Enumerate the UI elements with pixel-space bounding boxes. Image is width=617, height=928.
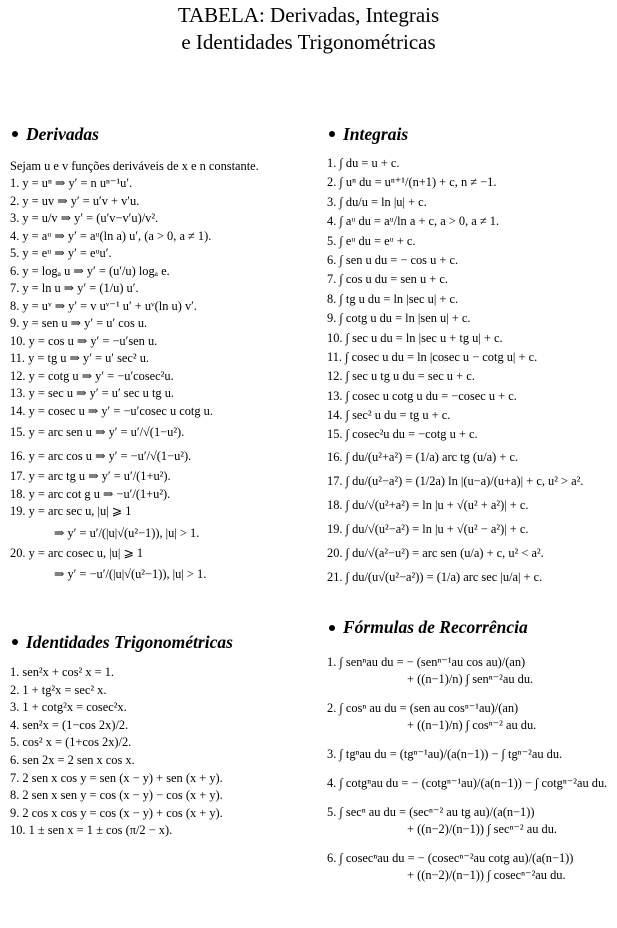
integral-item: 10. ∫ sec u du = ln |sec u + tg u| + c. bbox=[327, 330, 503, 345]
page-title bbox=[0, 2, 617, 56]
identidade-item: 8. 2 sen x sen y = cos (x − y) − cos (x + y). bbox=[10, 788, 223, 803]
section-title: Derivadas bbox=[26, 123, 99, 144]
derivada-item: 19. y = arc sec u, |u| ⩾ 1 bbox=[10, 504, 132, 518]
derivadas-list bbox=[10, 175, 295, 586]
derivada-item: 9. y = sen u ⇒ y′ = u′ cos u. bbox=[10, 316, 148, 330]
identidade-item: 7. 2 sen x cos y = sen (x − y) + sen (x + y). bbox=[10, 770, 223, 785]
integrais-list bbox=[327, 154, 612, 589]
section-title: Identidades Trigonométricas bbox=[26, 631, 233, 652]
recorrencia-item bbox=[327, 850, 612, 884]
integral-item: 18. ∫ du/√(u²+a²) = ln |u + √(u² + a²)| + c. bbox=[327, 497, 529, 512]
recorrencia-item bbox=[327, 804, 612, 838]
recorrencia-line: 4. ∫ cotgⁿau du = − (cotgⁿ⁻¹au)/(a(n−1)) − ∫ cotgⁿ⁻²au du. bbox=[327, 775, 608, 790]
derivada-item: 5. y = eᵘ ⇒ y′ = eᵘu′. bbox=[10, 246, 112, 260]
integral-item: 13. ∫ cosec u cotg u du = −cosec u + c. bbox=[327, 388, 517, 403]
recorrencia-list bbox=[327, 654, 612, 884]
derivada-item: 8. y = uᵛ ⇒ y′ = v uᵛ⁻¹ u′ + uᵛ(ln u) v′. bbox=[10, 298, 197, 313]
integral-item: 15. ∫ cosec²u du = −cotg u + c. bbox=[327, 427, 478, 442]
integral-item: 2. ∫ uⁿ du = uⁿ⁺¹/(n+1) + c, n ≠ −1. bbox=[327, 175, 497, 190]
integral-item: 9. ∫ cotg u du = ln |sen u| + c. bbox=[327, 311, 471, 326]
recorrencia-line: 1. ∫ senⁿau du = − (senⁿ⁻¹au cos au)/(an) bbox=[327, 654, 526, 669]
identidade-item: 5. cos² x = (1+cos 2x)/2. bbox=[10, 735, 132, 750]
derivada-item: 3. y = u/v ⇒ y′ = (u′v−v′u)/v². bbox=[10, 211, 159, 225]
derivada-item: ⇒ y′ = −u′/(|u|√(u²−1)), |u| > 1. bbox=[54, 567, 207, 581]
recorrencia-item bbox=[327, 775, 612, 792]
derivada-item: 6. y = logₐ u ⇒ y′ = (u′/u) logₐ e. bbox=[10, 263, 170, 278]
derivada-item: 1. y = uⁿ ⇒ y′ = n uⁿ⁻¹u′. bbox=[10, 176, 133, 190]
identidade-item: 4. sen²x = (1−cos 2x)/2. bbox=[10, 717, 129, 732]
recorrencia-line: + ((n−2)/(n−1)) ∫ secⁿ⁻² au du. bbox=[407, 821, 557, 836]
recorrencia-item bbox=[327, 700, 612, 734]
integral-item: 8. ∫ tg u du = ln |sec u| + c. bbox=[327, 291, 459, 306]
recorrencia-line: 3. ∫ tgⁿau du = (tgⁿ⁻¹au)/(a(n−1)) − ∫ tgⁿ⁻²au du. bbox=[327, 746, 563, 761]
section-title: Fórmulas de Recorrência bbox=[343, 617, 528, 638]
integral-item: 1. ∫ du = u + c. bbox=[327, 156, 400, 170]
integral-item: 5. ∫ eᵘ du = eᵘ + c. bbox=[327, 233, 416, 248]
derivada-item: 16. y = arc cos u ⇒ y′ = −u′/√(1−u²). bbox=[10, 449, 192, 463]
identidade-item: 6. sen 2x = 2 sen x cos x. bbox=[10, 752, 135, 767]
identidade-item: 10. 1 ± sen x = 1 ± cos (π/2 − x). bbox=[10, 823, 173, 838]
derivada-item: 20. y = arc cosec u, |u| ⩾ 1 bbox=[10, 545, 144, 560]
title-line-2: e Identidades Trigonométricas bbox=[181, 30, 436, 54]
section-recorrencia-heading bbox=[327, 616, 612, 640]
identidade-item: 2. 1 + tg²x = sec² x. bbox=[10, 682, 107, 697]
integral-item: 21. ∫ du/(u√(u²−a²)) = (1/a) arc sec |u/a| + c. bbox=[327, 569, 543, 584]
integral-item: 14. ∫ sec² u du = tg u + c. bbox=[327, 408, 451, 423]
recorrencia-line: + ((n−1)/n) ∫ senⁿ⁻²au du. bbox=[407, 671, 534, 686]
bullet-icon bbox=[329, 625, 335, 631]
integral-item: 16. ∫ du/(u²+a²) = (1/a) arc tg (u/a) + c. bbox=[327, 449, 519, 464]
recorrencia-line: + ((n−2)/(n−1)) ∫ cosecⁿ⁻²au du. bbox=[407, 867, 566, 882]
section-derivadas-heading bbox=[10, 122, 295, 146]
recorrencia-item bbox=[327, 746, 612, 763]
identidade-item: 3. 1 + cotg²x = cosec²x. bbox=[10, 700, 127, 715]
integral-item: 17. ∫ du/(u²−a²) = (1/2a) ln |(u−a)/(u+a)| + c, u² > a². bbox=[327, 473, 584, 488]
bullet-icon bbox=[12, 639, 18, 645]
derivada-item: 11. y = tg u ⇒ y′ = u′ sec² u. bbox=[10, 351, 150, 365]
recorrencia-item bbox=[327, 654, 612, 688]
derivada-item: 13. y = sec u ⇒ y′ = u′ sec u tg u. bbox=[10, 386, 174, 400]
integral-item: 7. ∫ cos u du = sen u + c. bbox=[327, 272, 448, 287]
derivada-item: 12. y = cotg u ⇒ y′ = −u′cosec²u. bbox=[10, 368, 174, 383]
integral-item: 3. ∫ du/u = ln |u| + c. bbox=[327, 194, 427, 209]
integral-item: 4. ∫ aᵘ du = aᵘ/ln a + c, a > 0, a ≠ 1. bbox=[327, 214, 500, 229]
identidades-list bbox=[10, 664, 295, 840]
left-column bbox=[10, 122, 295, 840]
bullet-icon bbox=[12, 131, 18, 137]
derivada-item: 2. y = uv ⇒ y′ = u′v + v′u. bbox=[10, 193, 140, 208]
derivadas-intro: Sejam u e v funções deriváveis de x e n constante. bbox=[10, 159, 259, 173]
section-integrais-heading bbox=[327, 122, 612, 146]
recorrencia-line: 5. ∫ secⁿ au du = (secⁿ⁻² au tg au)/(a(n−1)) bbox=[327, 804, 535, 819]
derivada-item: 10. y = cos u ⇒ y′ = −u′sen u. bbox=[10, 333, 158, 348]
integral-item: 11. ∫ cosec u du = ln |cosec u − cotg u| + c. bbox=[327, 349, 538, 364]
right-column bbox=[327, 122, 612, 896]
derivada-item: 14. y = cosec u ⇒ y′ = −u′cosec u cotg u. bbox=[10, 403, 213, 418]
recorrencia-line: + ((n−1)/n) ∫ cosⁿ⁻² au du. bbox=[407, 717, 537, 732]
integral-item: 6. ∫ sen u du = − cos u + c. bbox=[327, 252, 459, 267]
derivada-item: 18. y = arc cot g u ⇒ −u′/(1+u²). bbox=[10, 486, 171, 501]
section-title: Integrais bbox=[343, 123, 409, 144]
integral-item: 19. ∫ du/√(u²−a²) = ln |u + √(u² − a²)| + c. bbox=[327, 521, 529, 536]
derivada-item: 4. y = aᵘ ⇒ y′ = aᵘ(ln a) u′, (a > 0, a ≠ 1). bbox=[10, 228, 212, 243]
identidade-item: 9. 2 cos x cos y = cos (x − y) + cos (x + y). bbox=[10, 805, 223, 820]
integral-item: 12. ∫ sec u tg u du = sec u + c. bbox=[327, 369, 475, 384]
bullet-icon bbox=[329, 131, 335, 137]
title-line-1: TABELA: Derivadas, Integrais bbox=[177, 3, 440, 27]
identidade-item: 1. sen²x + cos² x = 1. bbox=[10, 665, 115, 679]
derivada-item: 17. y = arc tg u ⇒ y′ = u′/(1+u²). bbox=[10, 469, 171, 483]
recorrencia-line: 6. ∫ cosecⁿau du = − (cosecⁿ⁻²au cotg au)/(a(n−1)) bbox=[327, 850, 574, 865]
derivada-item: ⇒ y′ = u′/(|u|√(u²−1)), |u| > 1. bbox=[54, 525, 200, 540]
integral-item: 20. ∫ du/√(a²−u²) = arc sen (u/a) + c, u² < a². bbox=[327, 545, 544, 560]
derivada-item: 7. y = ln u ⇒ y′ = (1/u) u′. bbox=[10, 281, 139, 295]
section-identidades-heading bbox=[10, 630, 295, 654]
derivada-item: 15. y = arc sen u ⇒ y′ = u′/√(1−u²). bbox=[10, 425, 185, 439]
recorrencia-line: 2. ∫ cosⁿ au du = (sen au cosⁿ⁻¹au)/(an) bbox=[327, 700, 519, 715]
